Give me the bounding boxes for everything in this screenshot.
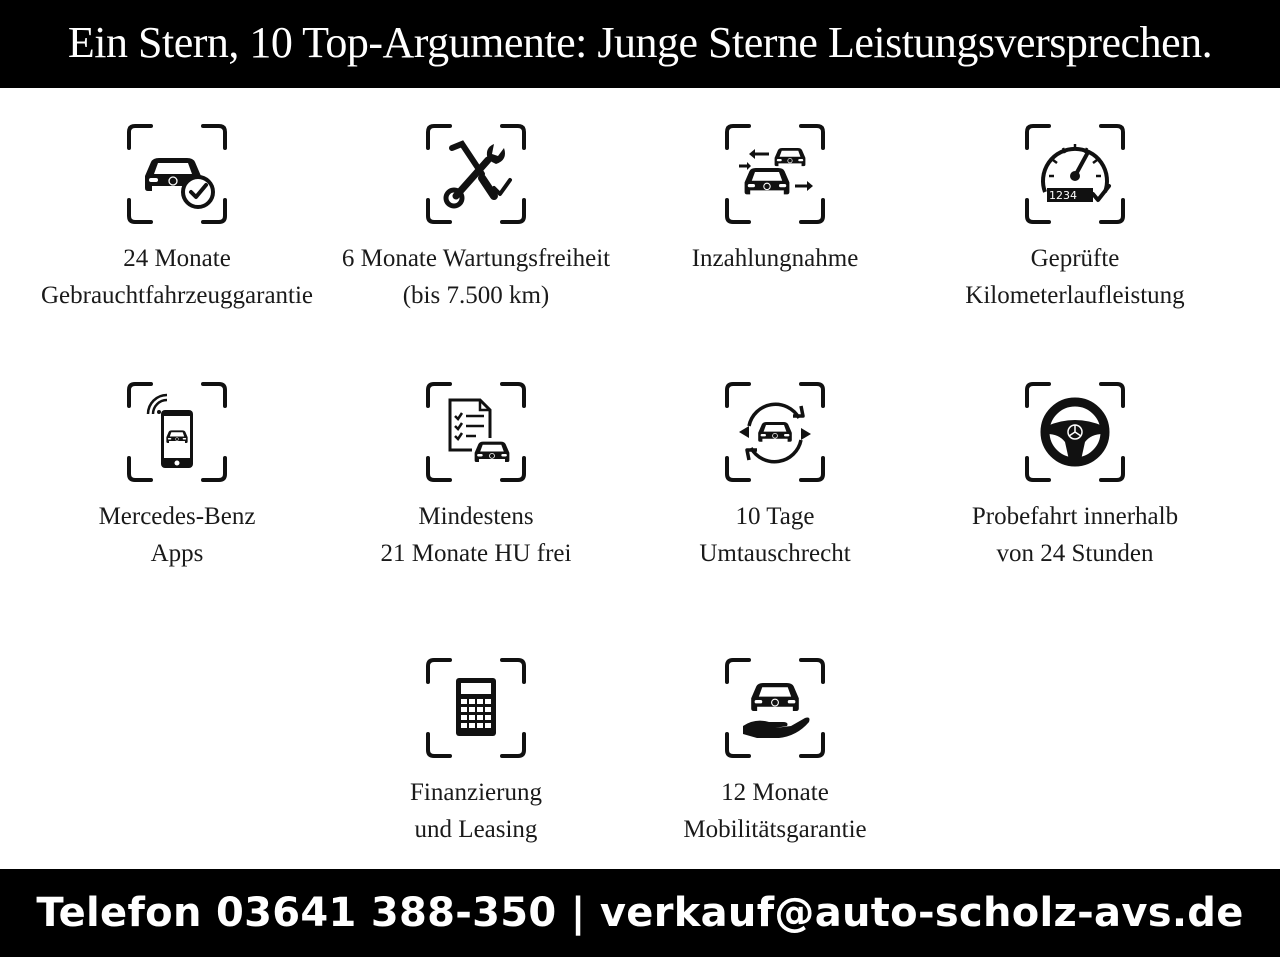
- car-check-icon: [127, 124, 227, 224]
- feature-label: Finanzierung und Leasing: [410, 779, 542, 843]
- feature-test-drive: [925, 382, 1225, 572]
- header-bar: [0, 0, 1280, 88]
- feature-label: Inzahlungnahme: [691, 245, 859, 272]
- feature-label: Mindestens 21 Monate HU frei: [380, 503, 572, 567]
- feature-exchange: [625, 382, 925, 572]
- footer-bar: [0, 869, 1280, 957]
- car-hand-icon: [725, 658, 825, 758]
- tools-icon: [426, 124, 526, 224]
- feature-label: 6 Monate Wartungsfreiheit (bis 7.500 km): [341, 245, 611, 309]
- checklist-car-icon: [426, 382, 526, 482]
- feature-financing: [326, 658, 626, 848]
- steering-wheel-icon: [1025, 382, 1125, 482]
- feature-label: 12 Monate Mobilitätsgarantie: [683, 779, 867, 843]
- feature-label: Mercedes-Benz Apps: [98, 503, 256, 567]
- feature-apps: [27, 382, 327, 572]
- page-title: Ein Stern, 10 Top-Argumente: Junge Sterne Leistungsversprechen.: [67, 17, 1213, 67]
- feature-label: Geprüfte Kilometerlaufleistung: [965, 245, 1185, 309]
- feature-maintenance: [326, 124, 626, 314]
- feature-mileage: [925, 124, 1225, 314]
- contact-info: Telefon 03641 388-350 | verkauf@auto-scholz-avs.de: [36, 890, 1244, 936]
- calculator-icon: [426, 658, 526, 758]
- speedometer-icon: [1025, 124, 1125, 224]
- feature-warranty: [27, 124, 327, 314]
- car-exchange-icon: [725, 124, 825, 224]
- feature-label: 10 Tage Umtauschrecht: [699, 503, 851, 567]
- feature-label: Probefahrt innerhalb von 24 Stunden: [971, 503, 1179, 567]
- svg-text:1234: 1234: [1049, 189, 1077, 202]
- car-return-icon: [725, 382, 825, 482]
- feature-inspection: [326, 382, 626, 572]
- feature-trade-in: [625, 124, 925, 277]
- feature-label: 24 Monate Gebrauchtfahrzeuggarantie: [40, 245, 314, 309]
- smartphone-car-icon: [127, 382, 227, 482]
- feature-mobility: [625, 658, 925, 848]
